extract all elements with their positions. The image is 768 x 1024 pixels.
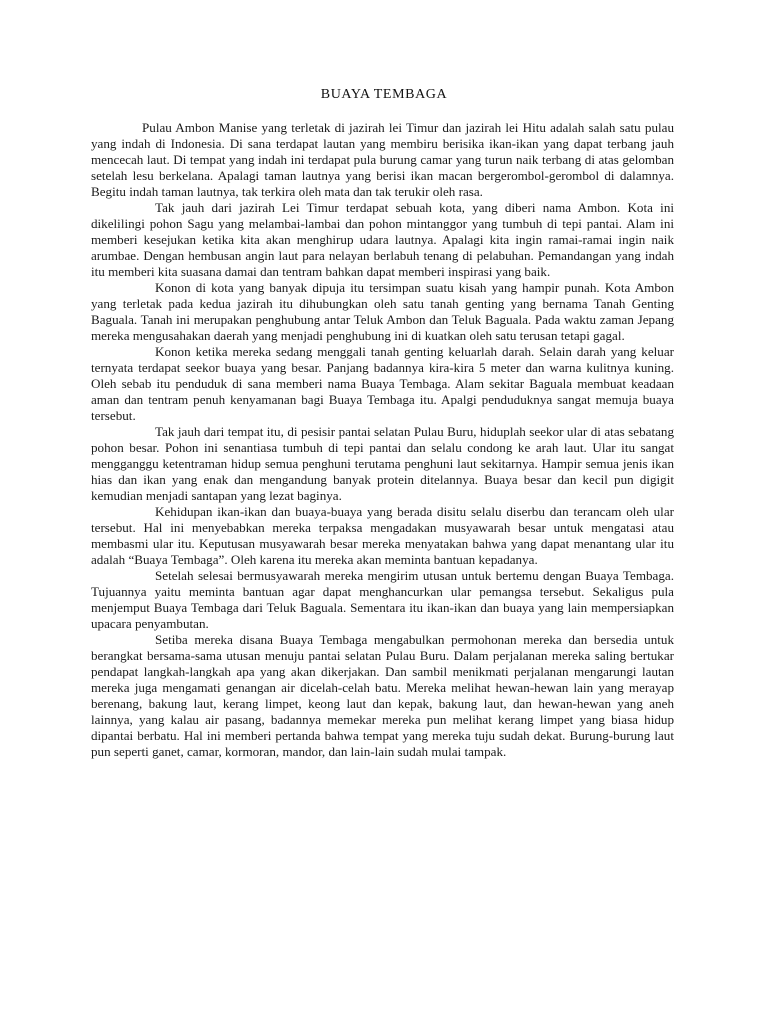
paragraph: Kehidupan ikan-ikan dan buaya-buaya yang berada disitu selalu diserbu dan terancam oleh ular tersebut. Hal ini menyebabkan mereka terpaksa mengadakan musyawarah besar untuk mengatasi atau membasmi ular itu. Keputusan musyawarah besar mereka menyatakan bahwa yang dapat menantang ular itu adalah “Buaya Tembaga”. Oleh karena itu mereka akan meminta bantuan kepadanya. (91, 504, 674, 567)
paragraph: Setiba mereka disana Buaya Tembaga mengabulkan permohonan mereka dan bersedia untuk berangkat bersama-sama utusan menuju pantai selatan Pulau Buru. Dalam perjalanan mereka saling bertukar pendapat langkah-langkah apa yang akan dikerjakan. Dan sambil menikmati perjalanan mengarungi lautan mereka juga mengamati genangan air dicelah-celah batu. Mereka melihat hewan-hewan lain yang merayap berenang, bakung laut, kerang limpet, keong laut dan kepak, bakung laut, dan hewan-hewan yang aneh lainnya, yang kalau air pasang, badannya memekar mereka pun melihat kerang limpet yang biasa hidup dipantai berbatu. Hal ini memberi pertanda bahwa tempat yang mereka tuju sudah dekat. Burung-burung laut pun seperti ganet, camar, kormoran, mandor, dan lain-lain sudah mulai tampak. (91, 632, 674, 759)
paragraph: Konon di kota yang banyak dipuja itu tersimpan suatu kisah yang hampir punah. Kota Ambon yang terletak pada kedua jazirah itu dihubungkan oleh satu tanah genting yang bernama Tanah Genting Baguala. Tanah ini merupakan penghubung antar Teluk Ambon dan Teluk Baguala. Pada waktu zaman Jepang mereka mengusahakan daerah yang menjadi penghubung ini di kuatkan oleh satu terusan tetapi gagal. (91, 280, 674, 343)
paragraph: Setelah selesai bermusyawarah mereka mengirim utusan untuk bertemu dengan Buaya Tembaga. Tujuannya yaitu meminta bantuan agar dapat menghancurkan ular pemangsa tersebut. Sekaligus pula menjemput Buaya Tembaga dari Teluk Baguala. Sementara itu ikan-ikan dan buaya yang lain mempersiapkan upacara penyambutan. (91, 568, 674, 631)
document-title: BUAYA TEMBAGA (320, 87, 448, 102)
paragraph: Pulau Ambon Manise yang terletak di jazirah lei Timur dan jazirah lei Hitu adalah salah satu pulau yang indah di Indonesia. Di sana terdapat lautan yang membiru berisika ikan-ikan yang dapat terbang jauh mencecah laut. Di tempat yang indah ini terdapat pula burung camar yang turun naik terbang di atas gelomban setelah lesu berkelana. Apalagi taman lautnya yang berisi ikan macan bergerombol-gerombol di dalamnya. Begitu indah taman lautnya, tak terkira oleh mata dan tak terukir oleh rasa. (91, 120, 674, 199)
paragraph: Konon ketika mereka sedang menggali tanah genting keluarlah darah. Selain darah yang keluar ternyata terdapat seekor buaya yang besar. Panjang badannya kira-kira 5 meter dan warna kulitnya kuning. Oleh sebab itu penduduk di sana memberi nama Buaya Tembaga. Alam sekitar Baguala membuat keadaan aman dan tentram penuh kenyamanan bagi Buaya Tembaga itu. Apalgi penduduknya sangat memuja buaya tersebut. (91, 344, 674, 423)
document-body (91, 120, 674, 760)
paragraph: Tak jauh dari tempat itu, di pesisir pantai selatan Pulau Buru, hiduplah seekor ular di atas sebatang pohon besar. Pohon ini senantiasa tumbuh di tepi pantai dan selalu condong ke arah laut. Ular itu sangat mengganggu ketentraman hidup semua penghuni terutama penghuni laut sekitarnya. Hampir semua jenis ikan hias dan ikan yang enak dan mengandung banyak protein ditelannya. Buaya besar dan kecil pun digigit kemudian menjadi santapan yang lezat baginya. (91, 424, 674, 503)
paragraph: Tak jauh dari jazirah Lei Timur terdapat sebuah kota, yang diberi nama Ambon. Kota ini dikelilingi pohon Sagu yang melambai-lambai dan pohon mintanggor yang tumbuh di tepi pantai. Alam ini memberi kesejukan ketika kita akan menghirup udara lautnya. Apalagi kita ingin ramai-ramai ingin naik arumbae. Dengan hembusan angin laut para nelayan berlabuh tenang di pelabuhan. Pemandangan yang indah itu memberi kita suasana damai dan tentram bahkan dapat memberi inspirasi yang baik. (91, 200, 674, 279)
